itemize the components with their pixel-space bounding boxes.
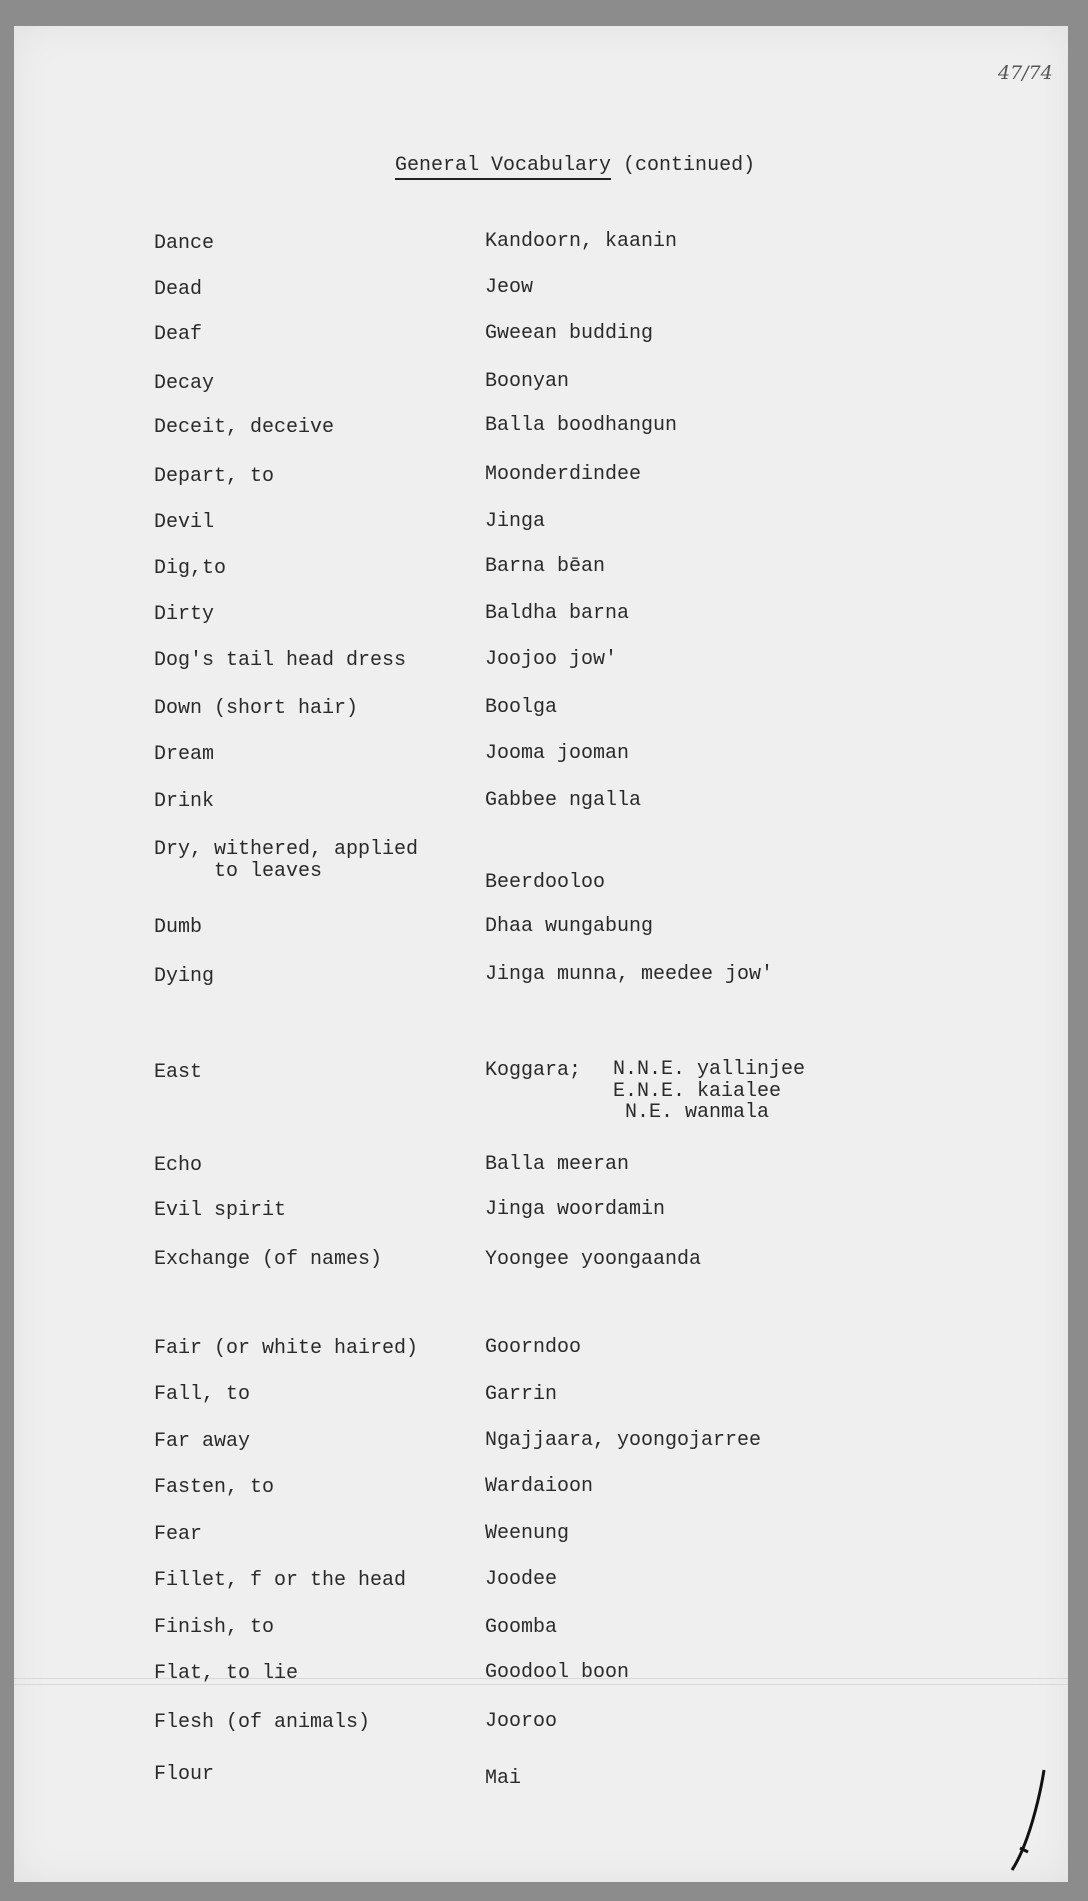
title-rest: (continued)	[611, 154, 756, 177]
pen-mark	[994, 1766, 1054, 1876]
vocab-term: Down (short hair)	[154, 697, 359, 720]
title-underlined: General Vocabulary	[395, 154, 611, 180]
vocab-term: Dying	[154, 965, 215, 988]
vocab-term: Deaf	[154, 323, 203, 346]
vocab-definition: Goorndoo	[485, 1336, 582, 1359]
vocab-definition: Kandoorn, kaanin	[485, 230, 678, 253]
vocab-definition: Weenung	[485, 1522, 570, 1545]
vocab-definition: Jooroo	[485, 1710, 558, 1733]
vocab-definition: Garrin	[485, 1383, 558, 1406]
vocab-term: Dirty	[154, 603, 215, 626]
vocab-definition: Jeow	[485, 276, 534, 299]
vocab-term: Far away	[154, 1430, 251, 1453]
vocab-definition: Gabbee ngalla	[485, 789, 642, 812]
vocab-definition: Jinga	[485, 510, 546, 533]
vocab-term: Drink	[154, 790, 215, 813]
vocab-definition: Moonderdindee	[485, 463, 642, 486]
vocab-definition: Baldha barna	[485, 602, 630, 625]
vocab-term: Echo	[154, 1154, 203, 1177]
vocab-definition: Boonyan	[485, 370, 570, 393]
vocab-definition: Jinga munna, meedee jow'	[485, 963, 774, 986]
vocab-term: Dance	[154, 232, 215, 255]
vocab-definition: Ngajjaara, yoongojarree	[485, 1429, 762, 1452]
vocab-definition: Beerdooloo	[485, 871, 606, 894]
vocab-term: Decay	[154, 372, 215, 395]
vocab-term: Fair (or white haired)	[154, 1337, 419, 1360]
vocab-term: Fear	[154, 1523, 203, 1546]
vocab-definition: Yoongee yoongaanda	[485, 1248, 702, 1271]
vocab-term: Evil spirit	[154, 1199, 287, 1222]
vocab-term: Dumb	[154, 916, 203, 939]
vocab-term: Fasten, to	[154, 1476, 275, 1499]
vocab-definition: Balla meeran	[485, 1153, 630, 1176]
vocab-term: Finish, to	[154, 1616, 275, 1639]
vocab-term: Fillet, f or the head	[154, 1569, 407, 1592]
vocab-definition: Boolga	[485, 696, 558, 719]
vocab-definition: Goodool boon	[485, 1661, 630, 1684]
vocab-definition: Jinga woordamin	[485, 1198, 666, 1221]
vocab-definition: Joojoo jow'	[485, 648, 618, 671]
vocab-definition: Gweean budding	[485, 322, 654, 345]
page-number: 47/74	[998, 62, 1053, 84]
vocab-definition: Mai	[485, 1767, 522, 1790]
vocab-term: East	[154, 1061, 203, 1084]
vocab-term: Fall, to	[154, 1383, 251, 1406]
vocab-term: Flour	[154, 1763, 215, 1786]
page-title	[395, 154, 755, 177]
compass-subentry: N.N.E. yallinjee	[613, 1058, 806, 1081]
vocab-term: Depart, to	[154, 465, 275, 488]
vocab-term: Flat, to lie	[154, 1662, 299, 1685]
compass-subentry: N.E. wanmala	[613, 1101, 770, 1124]
vocab-definition: Barna bēan	[485, 555, 606, 578]
vocab-term: Exchange (of names)	[154, 1248, 383, 1271]
vocab-definition: Koggara;	[485, 1059, 582, 1082]
vocab-term: Deceit, deceive	[154, 416, 335, 439]
vocab-term: Dry, withered, applied to leaves	[154, 838, 419, 883]
vocab-term: Dream	[154, 743, 215, 766]
vocab-definition: Balla boodhangun	[485, 414, 678, 437]
vocab-term: Dog's tail head dress	[154, 649, 407, 672]
vocab-definition: Joodee	[485, 1568, 558, 1591]
vocab-definition: Goomba	[485, 1616, 558, 1639]
vocab-term: Flesh (of animals)	[154, 1711, 371, 1734]
compass-subentry: E.N.E. kaialee	[613, 1080, 782, 1103]
vocab-definition: Jooma jooman	[485, 742, 630, 765]
vocab-term: Dead	[154, 278, 203, 301]
vocab-definition: Wardaioon	[485, 1475, 594, 1498]
vocab-term: Devil	[154, 511, 215, 534]
document-page	[14, 26, 1068, 1882]
vocab-definition: Dhaa wungabung	[485, 915, 654, 938]
vocab-term: Dig,to	[154, 557, 227, 580]
